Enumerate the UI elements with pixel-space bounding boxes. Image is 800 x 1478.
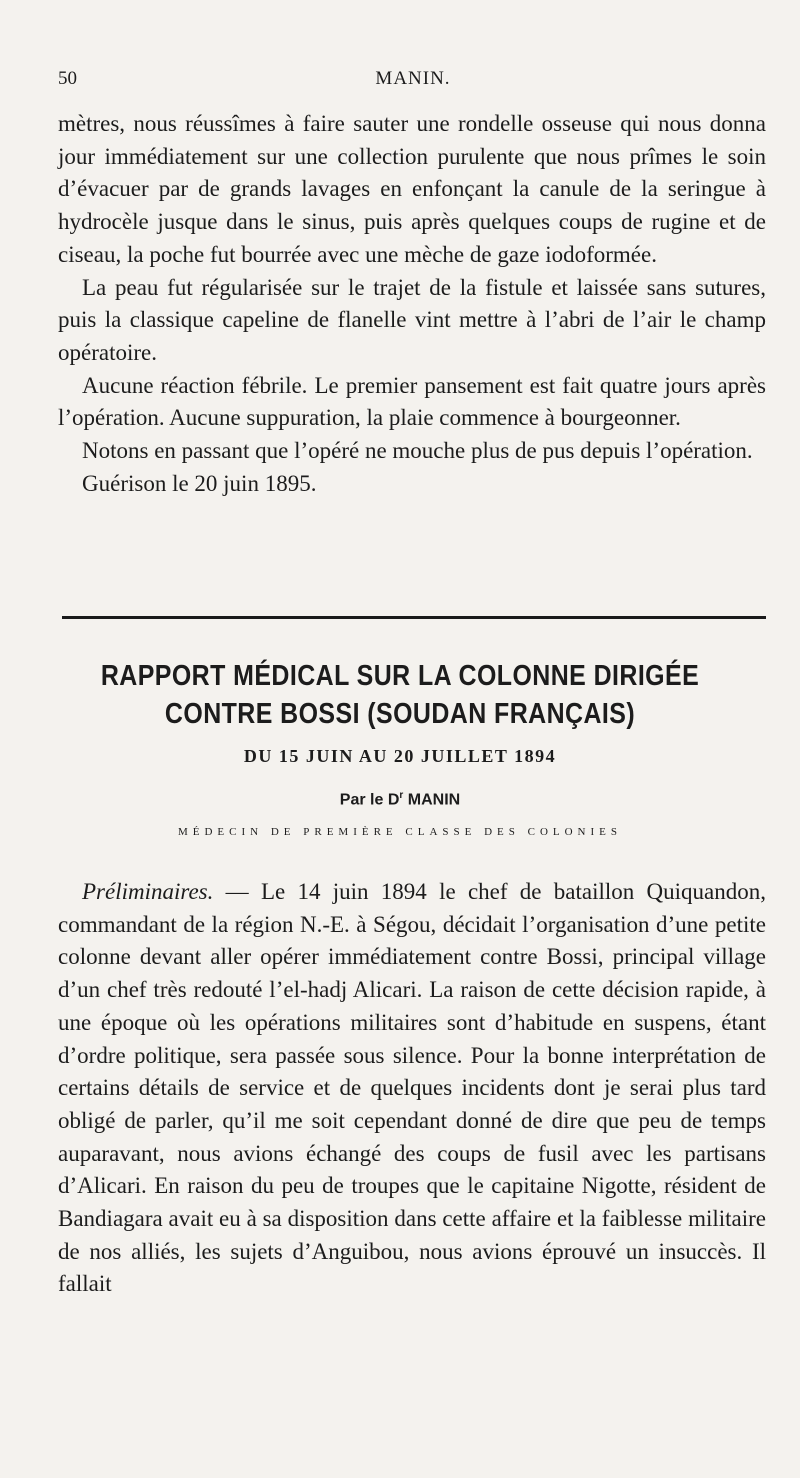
paragraph: Aucune réaction fébrile. Le premier pansement est fait quatre jours après l’opération. Aucune suppuration, la plaie commence à bourgeonner. [58,372,766,431]
article-dates: DU 15 JUIN AU 20 JUILLET 1894 [243,746,557,766]
article-title-line-2: CONTRE BOSSI (SOUDAN FRANÇAIS) [164,698,636,730]
paragraph [58,876,766,1301]
byline-sup: r [399,790,404,801]
paragraph: mètres, nous réussîmes à faire sauter une rondelle osseuse qui nous donna jour immédiatement sur une collection purulente que nous prîmes le soin d’évacuer par de grands lavages en enfonçant la canule de la seringue à hydrocèle jusque dans le sinus, puis après quelques coups de rugine et de ciseau, la poche fut bourrée avec une mèche de gaze iodoformée. [58,111,766,267]
page-number: 50 [58,68,77,89]
article-body [58,876,766,1301]
continued-section [58,108,766,500]
section-divider [62,616,766,619]
paragraph: La peau fut régularisée sur le trajet de la fistule et laissée sans sutures, puis la classique capeline de flanelle vint mettre à l’abri de l’air le champ opératoire. [58,274,766,365]
author-rank: MÉDECIN DE PREMIÈRE CLASSE DES COLONIES [177,826,623,838]
author-name: MANIN [407,791,461,809]
section-lead: Préliminaires. [82,879,214,904]
paragraph: Guérison le 20 juin 1895. [82,470,317,496]
body-text: — Le 14 juin 1894 le chef de bataillon Quiquandon, commandant de la région N.-E. à Ségou, décidait l’organisation d’une petite colonne devant aller opérer immédiatement contre Bossi, principal village d’un chef très redouté l’el-hadj Alicari. La raison de cette décision rapide, à une époque où les opérations militaires sont d’habitude en suspens, étant d’ordre politique, sera passée sous silence. Pour la bonne interprétation de certains détails de service et de quelques incidents dont je serai plus tard obligé de parler, qu’il me soit cependant donné de dire que peu de temps auparavant, nous avions échangé des coups de fusil avec les partisans d’Alicari. En raison du peu de troupes que le capitaine Nigotte, résident de Bandiagara avait eu à sa disposition dans cette affaire et la faiblesse militaire de nos alliés, les sujets d’Anguibou, nous avions éprouvé un insuccès. Il fallait [58,879,766,1297]
byline-prefix: Par le D [339,791,400,809]
author-byline [40,790,760,809]
page-header [58,68,768,98]
running-title: MANIN. [375,68,451,89]
article-title-line-1: RAPPORT MÉDICAL SUR LA COLONNE DIRIGÉE [100,660,700,692]
paragraph: Notons en passant que l’opéré ne mouche plus de pus depuis l’opération. [82,438,753,464]
